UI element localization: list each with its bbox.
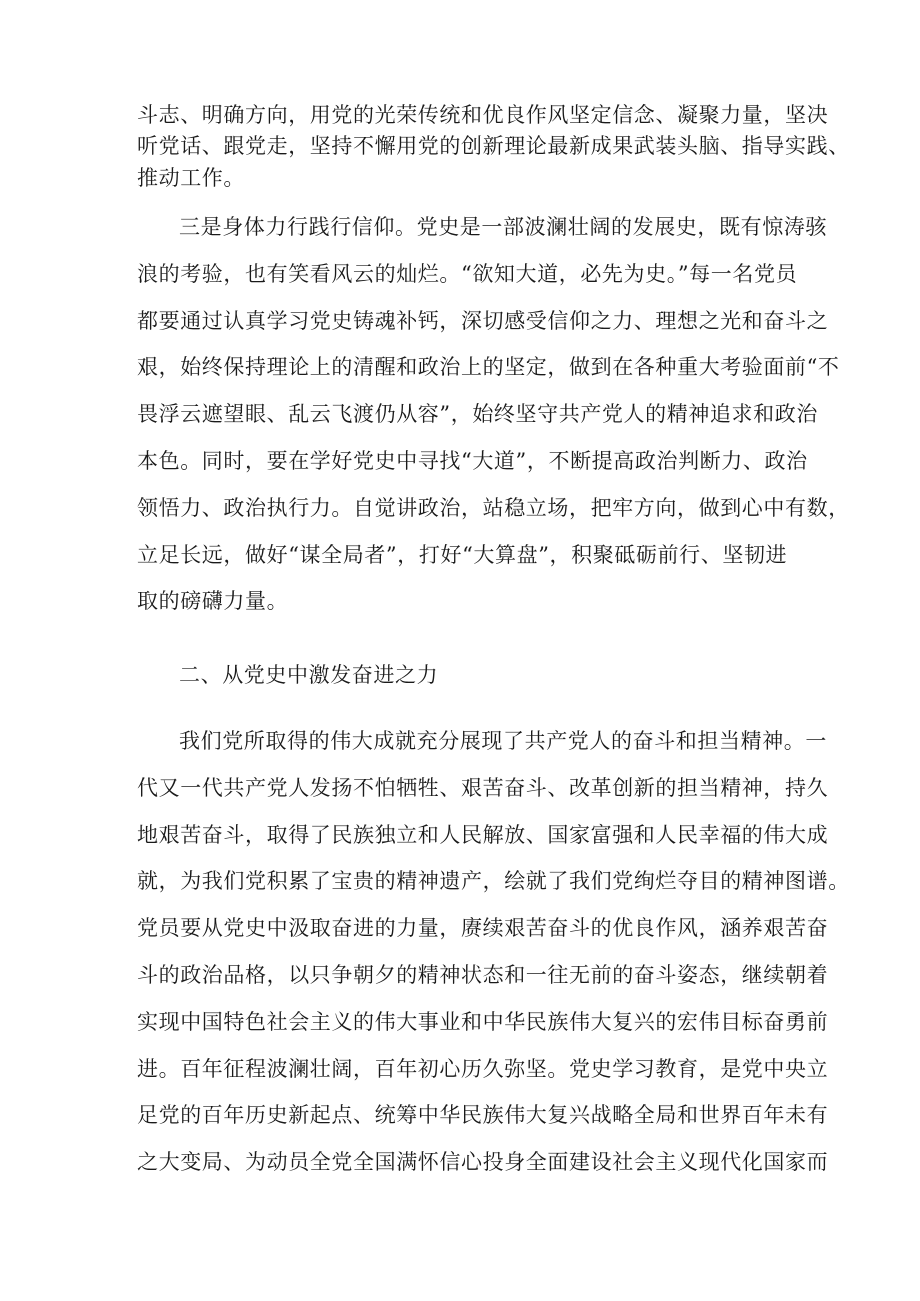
section-heading: 二、从党史中激发奋进之力 [179, 663, 439, 687]
text-line: 推动工作。 [137, 165, 245, 190]
text-line: 实现中国特色社会主义的伟大事业和中华民族伟大复兴的宏伟目标奋勇前 [137, 1009, 829, 1034]
text-line: 畏浮云遮望眼、乱云飞渡仍从容”，始终坚守共产党人的精神追求和政治 [137, 402, 818, 427]
text-line: 听党话、跟党走，坚持不懈用党的创新理论最新成果武装头脑、指导实践、 [137, 134, 850, 159]
text-line: 取的磅礴力量。 [137, 589, 289, 614]
text-line: 立足长远，做好“谋全局者”，打好“大算盘”，积聚砥砺前行、坚韧进 [137, 542, 788, 567]
text-line: 领悟力、政治执行力。自觉讲政治，站稳立场，把牢方向，做到心中有数， [137, 495, 850, 520]
text-line: 之大变局、为动员全党全国满怀信心投身全面建设社会主义现代化国家而 [137, 1150, 829, 1175]
text-line: 代又一代共产党人发扬不怕牺牲、艰苦奋斗、改革创新的担当精神，持久 [137, 775, 829, 800]
paragraph-continued [137, 102, 850, 196]
text-line: 斗的政治品格，以只争朝夕的精神状态和一往无前的奋斗姿态，继续朝着 [137, 962, 829, 987]
text-line: 三是身体力行践行信仰。党史是一部波澜壮阔的发展史，既有惊涛骇 [179, 215, 827, 239]
text-line: 斗志、明确方向，用党的光荣传统和优良作风坚定信念、凝聚力量，坚决 [137, 103, 829, 127]
text-line: 地艰苦奋斗，取得了民族独立和人民解放、国家富强和人民幸福的伟大成 [137, 822, 829, 847]
section-heading-block [137, 662, 797, 689]
text-line: 都要通过认真学习党史铸魂补钙，深切感受信仰之力、理想之光和奋斗之 [137, 308, 829, 333]
text-line: 艰，始终保持理论上的清醒和政治上的坚定，做到在各种重大考验面前“不 [137, 355, 840, 380]
text-line: 我们党所取得的伟大成就充分展现了共产党人的奋斗和担当精神。一 [179, 729, 827, 753]
paragraph-faith [137, 214, 850, 635]
text-line: 本色。同时，要在学好党史中寻找“大道”，不断提高政治判断力、政治 [137, 448, 808, 473]
text-line: 就，为我们党积累了宝贵的精神遗产，绘就了我们党绚烂夺目的精神图谱。 [137, 869, 850, 894]
text-line: 足党的百年历史新起点、统筹中华民族伟大复兴战略全局和世界百年未有 [137, 1103, 829, 1128]
paragraph-strive [137, 728, 850, 1196]
text-line: 党员要从党史中汲取奋进的力量，赓续艰苦奋斗的优良作风，涵养艰苦奋 [137, 916, 829, 941]
text-line: 进。百年征程波澜壮阔，百年初心历久弥坚。党史学习教育，是党中央立 [137, 1056, 829, 1081]
text-line: 浪的考验，也有笑看风云的灿烂。“欲知大道，必先为史。”每一名党员 [137, 261, 798, 286]
